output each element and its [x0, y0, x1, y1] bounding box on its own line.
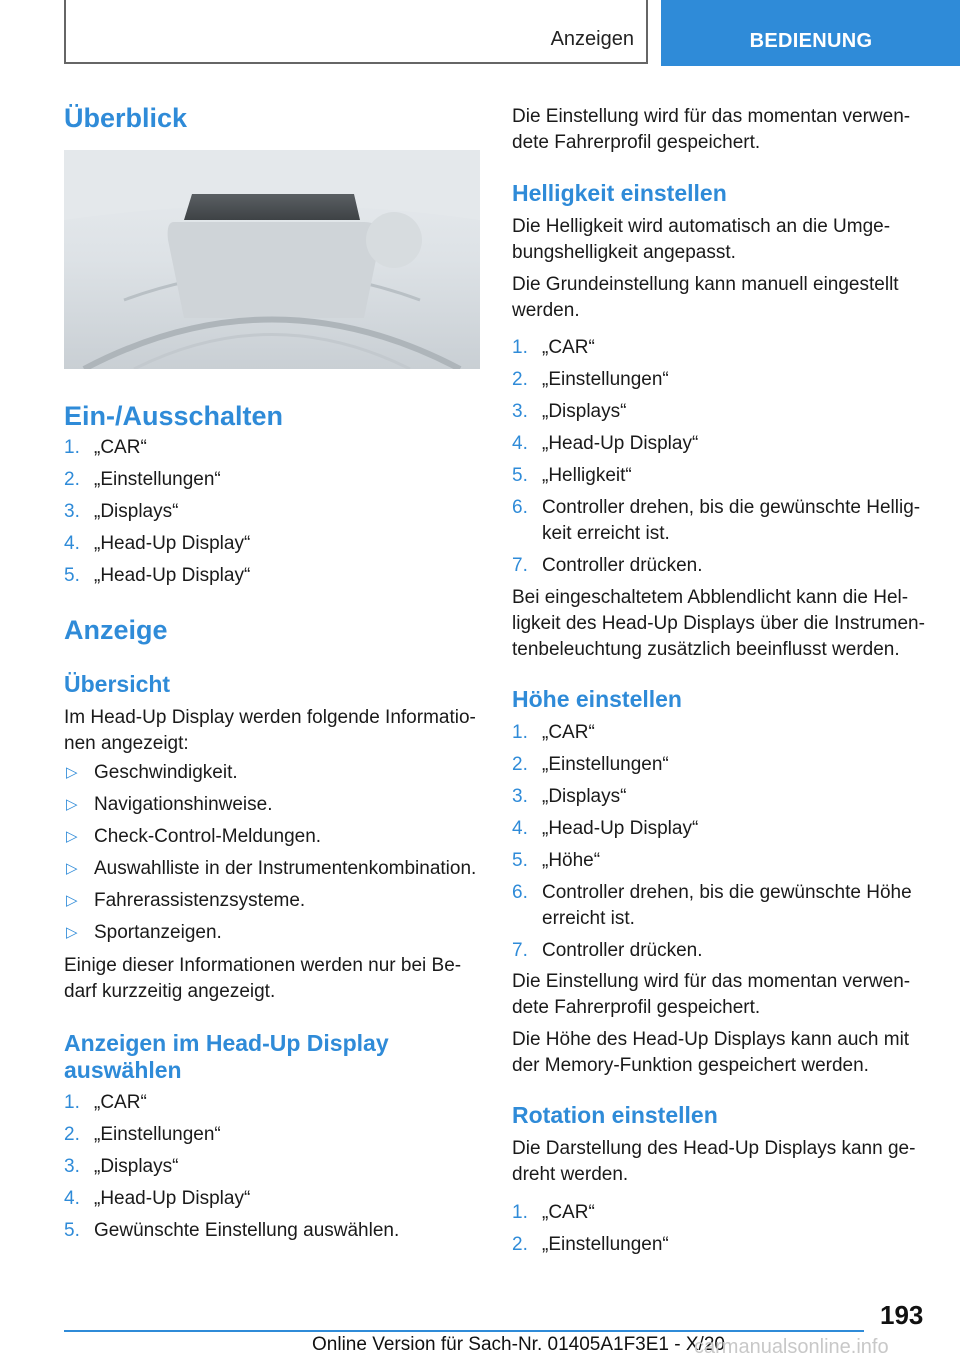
paragraph: darf kurzzeitig angezeigt. — [64, 981, 276, 1002]
heading-on-off: Ein-/Ausschalten — [64, 401, 284, 431]
list-number: 6. — [512, 497, 528, 518]
triangle-bullet-icon: ▷ — [66, 828, 78, 845]
list-text: „Displays“ — [542, 401, 627, 422]
list-text: „CAR“ — [542, 722, 595, 743]
list-text: „Einstellungen“ — [542, 369, 669, 390]
paragraph: tenbeleuchtung zusätzlich beeinflusst werden. — [512, 639, 900, 660]
list-number: 5. — [64, 565, 80, 586]
list-number: 2. — [512, 754, 528, 775]
list-number: 2. — [512, 1234, 528, 1255]
paragraph: bungshelligkeit angepasst. — [512, 242, 736, 263]
list-text: „Head-Up Display“ — [94, 533, 251, 554]
footer-text: Online Version für Sach-Nr. 01405A1F3E1 - X/20 — [312, 1334, 725, 1355]
bullet-text: Check-Control-Meldungen. — [94, 826, 322, 847]
paragraph: werden. — [512, 300, 580, 321]
list-text: „Helligkeit“ — [542, 465, 632, 486]
list-text: erreicht ist. — [542, 908, 635, 929]
hud-photo — [64, 150, 480, 369]
list-text: „CAR“ — [94, 1092, 147, 1113]
list-number: 3. — [512, 786, 528, 807]
heading-brightness: Helligkeit einstellen — [512, 180, 727, 206]
list-number: 1. — [512, 1202, 528, 1223]
paragraph: ligkeit des Head-Up Displays über die Instrumen‐ — [512, 613, 925, 634]
list-text: Controller drücken. — [542, 940, 703, 961]
list-text: „Head-Up Display“ — [542, 433, 699, 454]
paragraph: dete Fahrerprofil gespeichert. — [512, 132, 761, 153]
list-number: 4. — [64, 1188, 80, 1209]
list-text: „Einstellungen“ — [542, 1234, 669, 1255]
bullet-text: Auswahlliste in der Instrumentenkombination. — [94, 858, 477, 879]
list-number: 1. — [512, 337, 528, 358]
list-text: „Displays“ — [542, 786, 627, 807]
heading-uebersicht: Übersicht — [64, 671, 171, 697]
list-number: 2. — [512, 369, 528, 390]
list-number: 4. — [512, 818, 528, 839]
paragraph: Einige dieser Informationen werden nur bei Be‐ — [64, 955, 462, 976]
list-number: 3. — [64, 501, 80, 522]
triangle-bullet-icon: ▷ — [66, 860, 78, 877]
paragraph: dreht werden. — [512, 1164, 629, 1185]
paragraph: Die Helligkeit wird automatisch an die Umge‐ — [512, 216, 891, 237]
list-number: 5. — [512, 850, 528, 871]
page-number: 193 — [880, 1300, 924, 1330]
list-number: 7. — [512, 940, 528, 961]
list-text: „CAR“ — [542, 337, 595, 358]
list-text: „CAR“ — [542, 1202, 595, 1223]
list-text: „Displays“ — [94, 1156, 179, 1177]
list-number: 2. — [64, 469, 80, 490]
paragraph: Bei eingeschaltetem Abblendlicht kann die Hel‐ — [512, 587, 909, 608]
header-box — [64, 0, 648, 64]
list-number: 7. — [512, 555, 528, 576]
list-text: „Head-Up Display“ — [94, 1188, 251, 1209]
paragraph: Die Darstellung des Head-Up Displays kann ge‐ — [512, 1138, 916, 1159]
paragraph: Im Head-Up Display werden folgende Informatio‐ — [64, 707, 476, 728]
list-text: Controller drücken. — [542, 555, 703, 576]
list-number: 5. — [64, 1220, 80, 1241]
heading-select-line2: auswählen — [64, 1057, 182, 1083]
list-number: 6. — [512, 882, 528, 903]
chapter-tab — [661, 0, 960, 66]
bullet-text: Navigationshinweise. — [94, 794, 273, 815]
triangle-bullet-icon: ▷ — [66, 764, 78, 781]
list-text: „CAR“ — [94, 437, 147, 458]
list-number: 5. — [512, 465, 528, 486]
footer-divider — [64, 1330, 864, 1332]
list-text: „Einstellungen“ — [94, 469, 221, 490]
list-number: 1. — [64, 437, 80, 458]
heading-display: Anzeige — [64, 615, 168, 645]
heading-overview: Überblick — [64, 103, 188, 133]
list-number: 2. — [64, 1124, 80, 1145]
watermark: carmanualsonline.info — [694, 1336, 889, 1358]
paragraph: Die Höhe des Head-Up Displays kann auch mit — [512, 1029, 910, 1050]
list-text: Controller drehen, bis die gewünschte Hellig‐ — [542, 497, 921, 518]
section-title: Anzeigen — [550, 28, 634, 50]
list-number: 1. — [64, 1092, 80, 1113]
triangle-bullet-icon: ▷ — [66, 892, 78, 909]
heading-select-line1: Anzeigen im Head-Up Display — [64, 1030, 389, 1056]
paragraph: dete Fahrerprofil gespeichert. — [512, 997, 761, 1018]
list-text: „Einstellungen“ — [94, 1124, 221, 1145]
list-text: „Displays“ — [94, 501, 179, 522]
list-number: 3. — [512, 401, 528, 422]
paragraph: Die Einstellung wird für das momentan verwen‐ — [512, 106, 911, 127]
paragraph: nen angezeigt: — [64, 733, 189, 754]
list-text: „Head-Up Display“ — [94, 565, 251, 586]
paragraph: Die Grundeinstellung kann manuell eingestellt — [512, 274, 899, 295]
list-number: 4. — [512, 433, 528, 454]
bullet-text: Fahrerassistenzsysteme. — [94, 890, 306, 911]
triangle-bullet-icon: ▷ — [66, 924, 78, 941]
list-number: 1. — [512, 722, 528, 743]
list-text: keit erreicht ist. — [542, 523, 670, 544]
triangle-bullet-icon: ▷ — [66, 796, 78, 813]
chapter-tab-label: BEDIENUNG — [749, 30, 873, 52]
list-text: „Head-Up Display“ — [542, 818, 699, 839]
paragraph: Die Einstellung wird für das momentan verwen‐ — [512, 971, 911, 992]
heading-height: Höhe einstellen — [512, 686, 682, 712]
list-number: 3. — [64, 1156, 80, 1177]
list-number: 4. — [64, 533, 80, 554]
list-text: Gewünschte Einstellung auswählen. — [94, 1220, 400, 1241]
list-text: Controller drehen, bis die gewünschte Höhe — [542, 882, 912, 903]
paragraph: der Memory-Funktion gespeichert werden. — [512, 1055, 869, 1076]
list-text: „Höhe“ — [542, 850, 601, 871]
bullet-text: Sportanzeigen. — [94, 922, 222, 943]
list-text: „Einstellungen“ — [542, 754, 669, 775]
heading-rotation: Rotation einstellen — [512, 1102, 718, 1128]
bullet-text: Geschwindigkeit. — [94, 762, 238, 783]
